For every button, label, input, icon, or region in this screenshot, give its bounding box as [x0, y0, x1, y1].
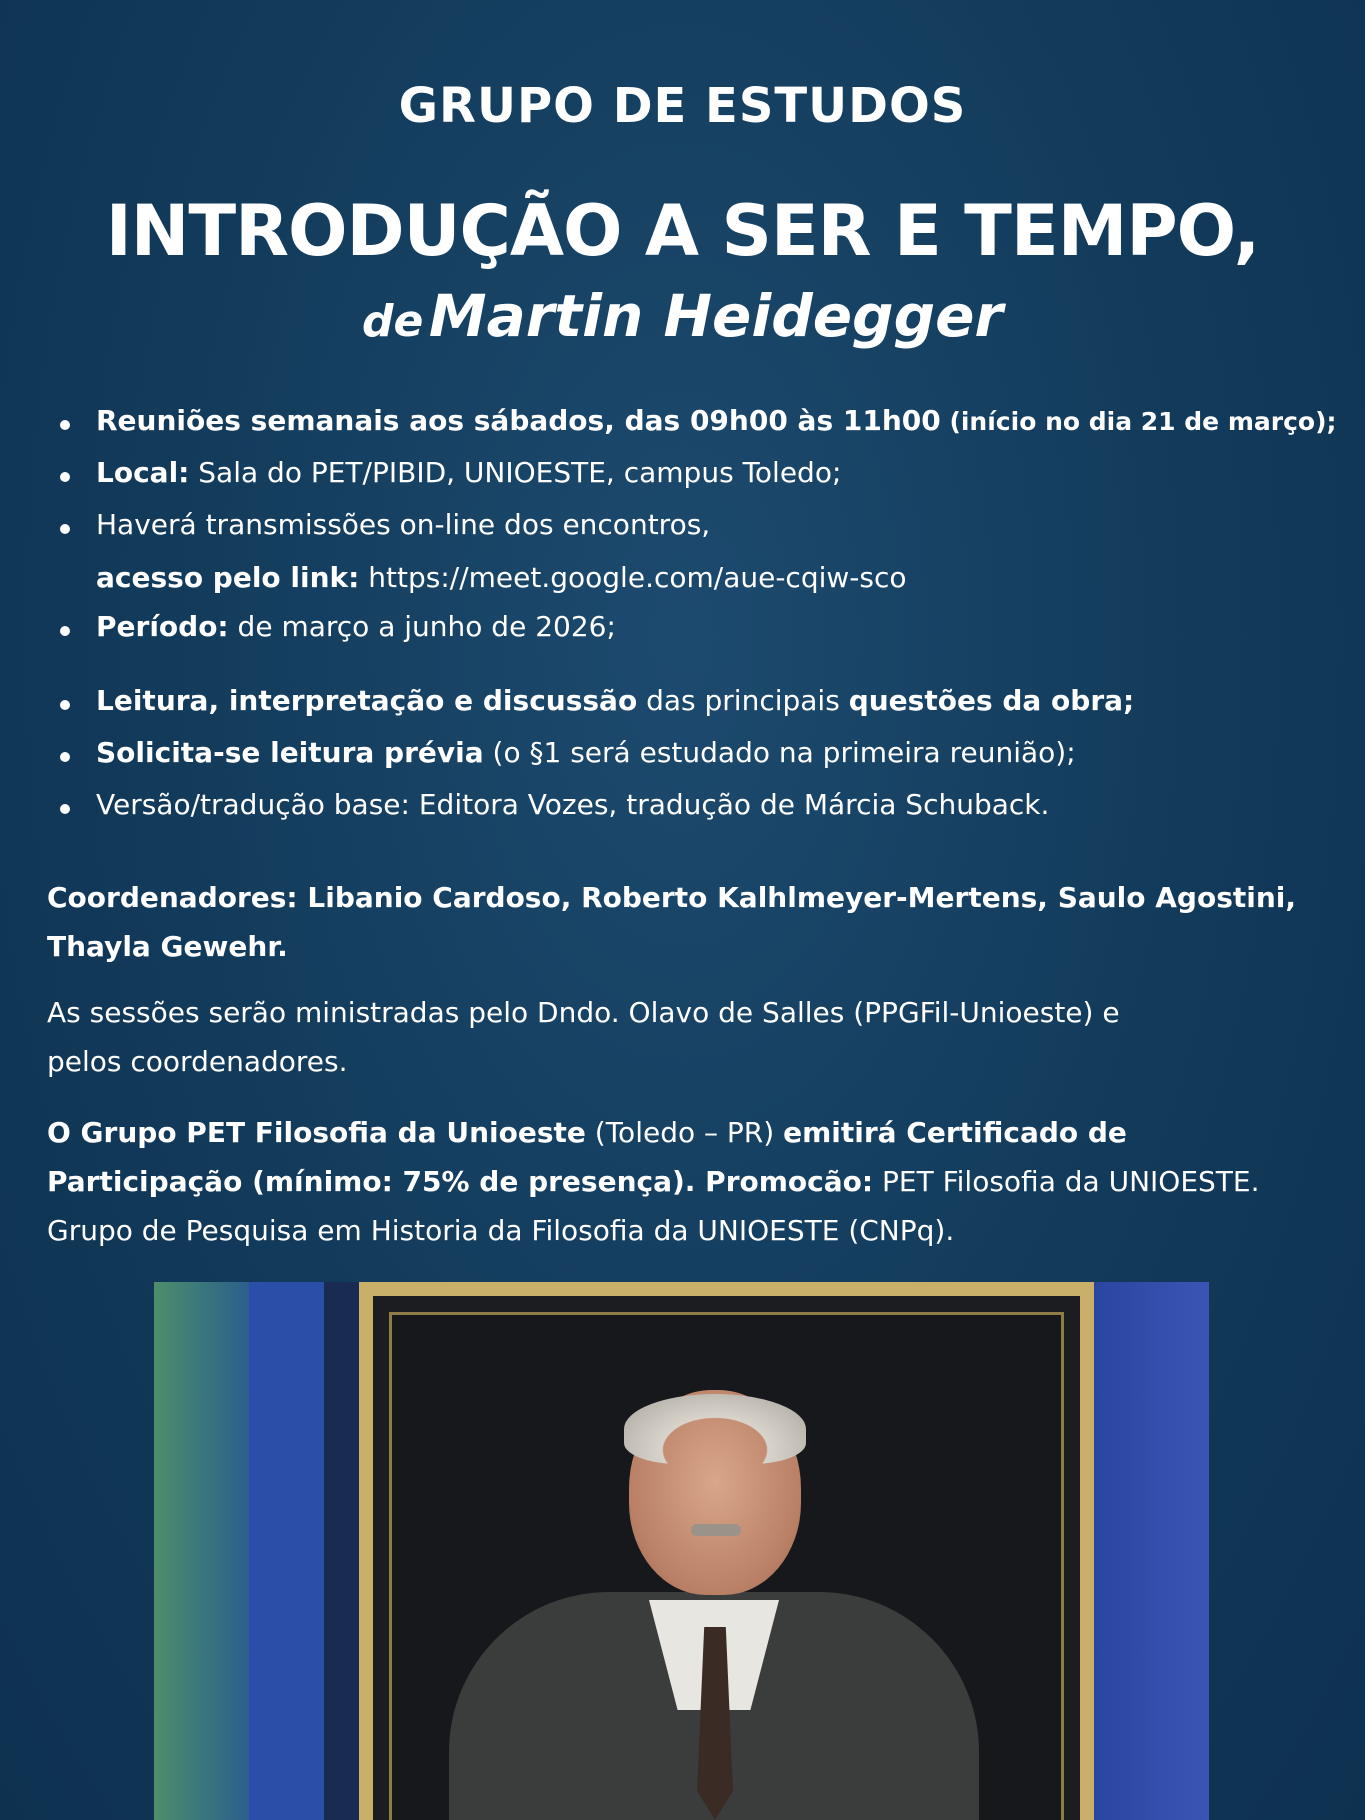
author-subtitle	[0, 282, 1365, 350]
sessions-line-2: pelos coordenadores.	[47, 1045, 348, 1078]
page-title: INTRODUÇÃO A SER E TEMPO,	[105, 190, 1260, 272]
group-kicker: GRUPO DE ESTUDOS	[398, 78, 967, 134]
period-label: Período:	[96, 610, 229, 643]
certificate-note	[47, 1108, 1347, 1255]
heidegger-portrait	[154, 1282, 1209, 1820]
location-label: Local:	[96, 456, 190, 489]
location-text: Sala do PET/PIBID, UNIOESTE, campus Toledo;	[189, 456, 842, 489]
window-shutter	[154, 1282, 249, 1820]
coordinators-names: Kalhlmeyer-Mertens, Saulo Agostini,	[707, 881, 1297, 914]
blue-wall-left	[249, 1282, 324, 1820]
coordinators-last: Thayla Gewehr.	[47, 930, 288, 963]
certificate-org: O Grupo PET Filosofia da Unioeste	[47, 1116, 586, 1149]
period-text: de março a junho de 2026;	[228, 610, 616, 643]
hair	[624, 1394, 806, 1464]
bullet-icon	[60, 752, 70, 762]
translation-text: Versão/tradução base: Editora Vozes, tradução de Márcia Schuback.	[96, 788, 1050, 821]
schedule-text: Reuniões semanais aos sábados, das 09h00 às 11h00	[96, 404, 941, 437]
bullet-icon	[60, 700, 70, 710]
list-item-location	[46, 456, 841, 489]
reading-label: Leitura, interpretação e discussão	[96, 684, 638, 717]
meet-link[interactable]: https://meet.google.com/aue-cqiw-sco	[359, 561, 907, 594]
prior-reading-label: Solicita-se leitura prévia	[96, 736, 484, 769]
certificate-location: (Toledo – PR)	[585, 1116, 784, 1149]
link-label: acesso pelo link:	[96, 561, 360, 594]
research-group: Grupo de Pesquisa em Historia da Filosofia da UNIOESTE (CNPq).	[47, 1214, 955, 1247]
list-item-prior-reading	[46, 736, 1076, 769]
bullet-icon	[60, 524, 70, 534]
bullet-icon	[60, 804, 70, 814]
prior-reading-text: (o §1 será estudado na primeira reunião);	[483, 736, 1076, 769]
bullet-icon	[60, 472, 70, 482]
promotion-org: PET Filosofia da UNIOESTE.	[873, 1165, 1260, 1198]
list-item-reading	[46, 684, 1134, 717]
bullet-icon	[60, 626, 70, 636]
bullet-icon	[60, 420, 70, 430]
subtitle-prefix: de	[361, 296, 424, 347]
blue-wall-right	[1094, 1282, 1209, 1820]
sessions-line-1: As sessões serão ministradas pelo Dndo. Olavo de Salles (PPGFil-Unioeste) e	[47, 996, 1120, 1029]
author-name: Martin Heidegger	[428, 282, 1004, 350]
coordinators	[47, 873, 1347, 971]
list-item-schedule	[46, 404, 1337, 437]
list-item-period	[46, 610, 616, 643]
mustache	[691, 1524, 741, 1536]
sessions-note	[47, 988, 1347, 1086]
list-item-translation	[46, 788, 1049, 821]
certificate-emit: emitirá Certificado de	[783, 1116, 1127, 1149]
reading-text: das principais	[637, 684, 849, 717]
list-item-online	[46, 508, 907, 594]
coordinators-label: Coordenadores: Libanio Cardoso, Roberto	[47, 881, 708, 914]
reading-topic: questões da obra;	[848, 684, 1135, 717]
certificate-requirement: Participação (mínimo: 75% de presença). Promocão:	[47, 1165, 874, 1198]
online-text: Haverá transmissões on-line dos encontros,	[96, 508, 711, 541]
schedule-start: (início no dia 21 de março);	[940, 407, 1337, 436]
